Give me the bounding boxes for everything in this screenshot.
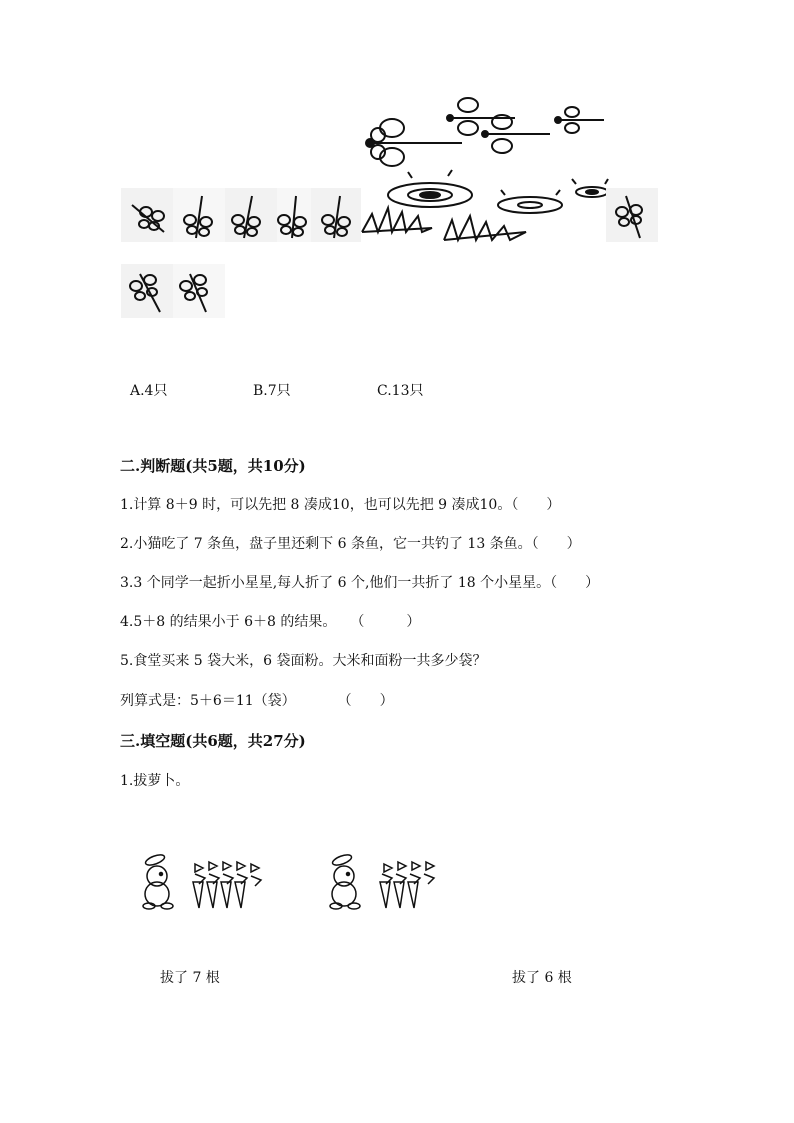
dragonfly-icon	[225, 188, 277, 242]
judgment-question-5-formula: 列算式是：5＋6＝11（袋） （ ）	[120, 693, 394, 709]
rabbit-icon	[143, 853, 173, 909]
dragonfly-icon	[311, 188, 361, 242]
grass-icon	[362, 208, 526, 240]
dragonfly-icon	[482, 115, 550, 153]
fill-question-1: 1.拔萝卜。	[120, 773, 190, 789]
pond-ripple-icon	[388, 170, 608, 213]
dragonfly-icon	[121, 264, 173, 318]
option-a[interactable]: A.4只	[130, 383, 168, 399]
option-c[interactable]: C.13只	[377, 383, 424, 399]
section-2-title: 二.判断题(共5题，共10分)	[120, 457, 306, 475]
dragonfly-icon	[555, 107, 604, 133]
dragonfly-row	[121, 188, 658, 318]
dragonfly-icon	[366, 119, 462, 166]
caption-left: 拔了 7 根	[160, 970, 220, 986]
rabbit-carrots-illustration-left	[135, 852, 275, 912]
rabbit-carrots-illustration-right	[322, 852, 462, 912]
carrot-bunch-icon	[193, 862, 261, 908]
dragonfly-icon	[606, 188, 658, 242]
dragonflies-pond-illustration	[0, 0, 794, 330]
judgment-question-4: 4.5＋8 的结果小于 6＋8 的结果。 （ ）	[120, 614, 421, 630]
dragonfly-icon	[173, 264, 225, 318]
carrot-bunch-icon	[380, 862, 434, 908]
dragonfly-icon	[121, 188, 173, 242]
caption-right: 拔了 6 根	[512, 970, 572, 986]
judgment-question-2: 2.小猫吃了 7 条鱼，盘子里还剩下 6 条鱼，它一共钓了 13 条鱼。（ ）	[120, 536, 581, 552]
option-b[interactable]: B.7只	[253, 383, 291, 399]
dragonfly-icon	[173, 188, 225, 242]
rabbit-icon	[330, 853, 360, 909]
judgment-question-3: 3.3 个同学一起折小星星,每人折了 6 个,他们一共折了 18 个小星星。（ ）	[120, 575, 600, 591]
section-3-title: 三.填空题(共6题，共27分)	[120, 732, 306, 750]
judgment-question-5: 5.食堂买来 5 袋大米，6 袋面粉。大米和面粉一共多少袋？	[120, 653, 487, 669]
judgment-question-1: 1.计算 8＋9 时，可以先把 8 凑成10，也可以先把 9 凑成10。（ ）	[120, 497, 561, 513]
